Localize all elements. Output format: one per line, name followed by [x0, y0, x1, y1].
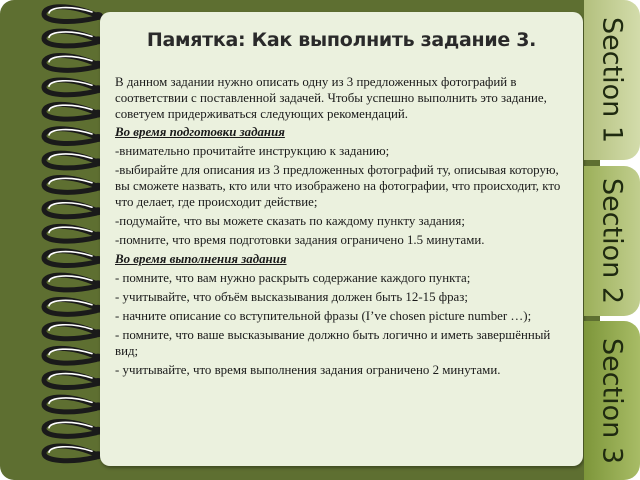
tab-section-3-label: Section 3	[596, 337, 628, 464]
spiral-ring	[44, 202, 103, 217]
spiral-ring	[44, 7, 103, 22]
spiral-ring	[44, 373, 103, 388]
spiral-ring	[44, 129, 103, 144]
prep-item: -подумайте, что вы можете сказать по каждому пункту задания;	[115, 214, 465, 228]
spiral-ring	[44, 446, 103, 461]
execution-item: - помните, что вам нужно раскрыть содержание каждого пункта;	[115, 271, 471, 285]
tab-section-2-label: Section 2	[596, 177, 628, 305]
tab-section-3[interactable]	[584, 321, 640, 480]
spiral-ring	[44, 300, 103, 315]
spiral-ring	[44, 80, 103, 95]
page-content	[115, 74, 575, 381]
spiral-ring	[44, 226, 103, 241]
tab-section-1[interactable]	[584, 0, 640, 160]
page-title: Памятка: Как выполнить задание 3.	[146, 29, 537, 51]
spiral-ring	[44, 422, 103, 437]
spiral-ring	[44, 56, 103, 71]
spiral-binding-icon	[0, 0, 110, 480]
spiral-ring	[44, 348, 103, 363]
spiral-ring	[44, 178, 103, 193]
spiral-ring	[44, 31, 103, 46]
tab-section-1-label: Section 1	[596, 16, 628, 144]
notebook-page	[100, 12, 583, 466]
execution-item: - учитывайте, что объём высказывания должен быть 12-15 фраз;	[115, 290, 468, 304]
spiral-ring	[44, 275, 103, 290]
prep-item: -внимательно прочитайте инструкцию к заданию;	[115, 144, 390, 158]
prep-item: -помните, что время подготовки задания ограничено 1.5 минутами.	[115, 233, 485, 247]
execution-item: - учитывайте, что время выполнения задания ограничено 2 минутами.	[115, 363, 501, 377]
spiral-ring	[44, 104, 103, 119]
intro-paragraph: В данном задании нужно описать одну из 3 предложенных фотографий в соответствии с поставленной задачей. Чтобы успешно выполнить это задание, советуем придерживаться следующих рекомендаций.	[115, 75, 547, 121]
spiral-ring	[44, 153, 103, 168]
spiral-ring	[44, 397, 103, 412]
prep-item: -выбирайте для описания из 3 предложенных фотографий ту, описывая которую, вы сможете назвать, кто или что изображено на фотографии, что происходит, кто что делает, где происходит действие;	[115, 163, 561, 209]
prep-heading: Во время подготовки задания	[115, 125, 285, 139]
tab-section-2[interactable]	[584, 166, 640, 316]
spiral-ring	[44, 251, 103, 266]
execution-heading: Во время выполнения задания	[115, 252, 287, 266]
execution-item: - помните, что ваше высказывание должно быть логично и иметь завершённый вид;	[115, 328, 551, 358]
spiral-ring	[44, 324, 103, 339]
execution-item: - начните описание со вступительной фразы (I’ve chosen picture number …);	[115, 309, 532, 323]
